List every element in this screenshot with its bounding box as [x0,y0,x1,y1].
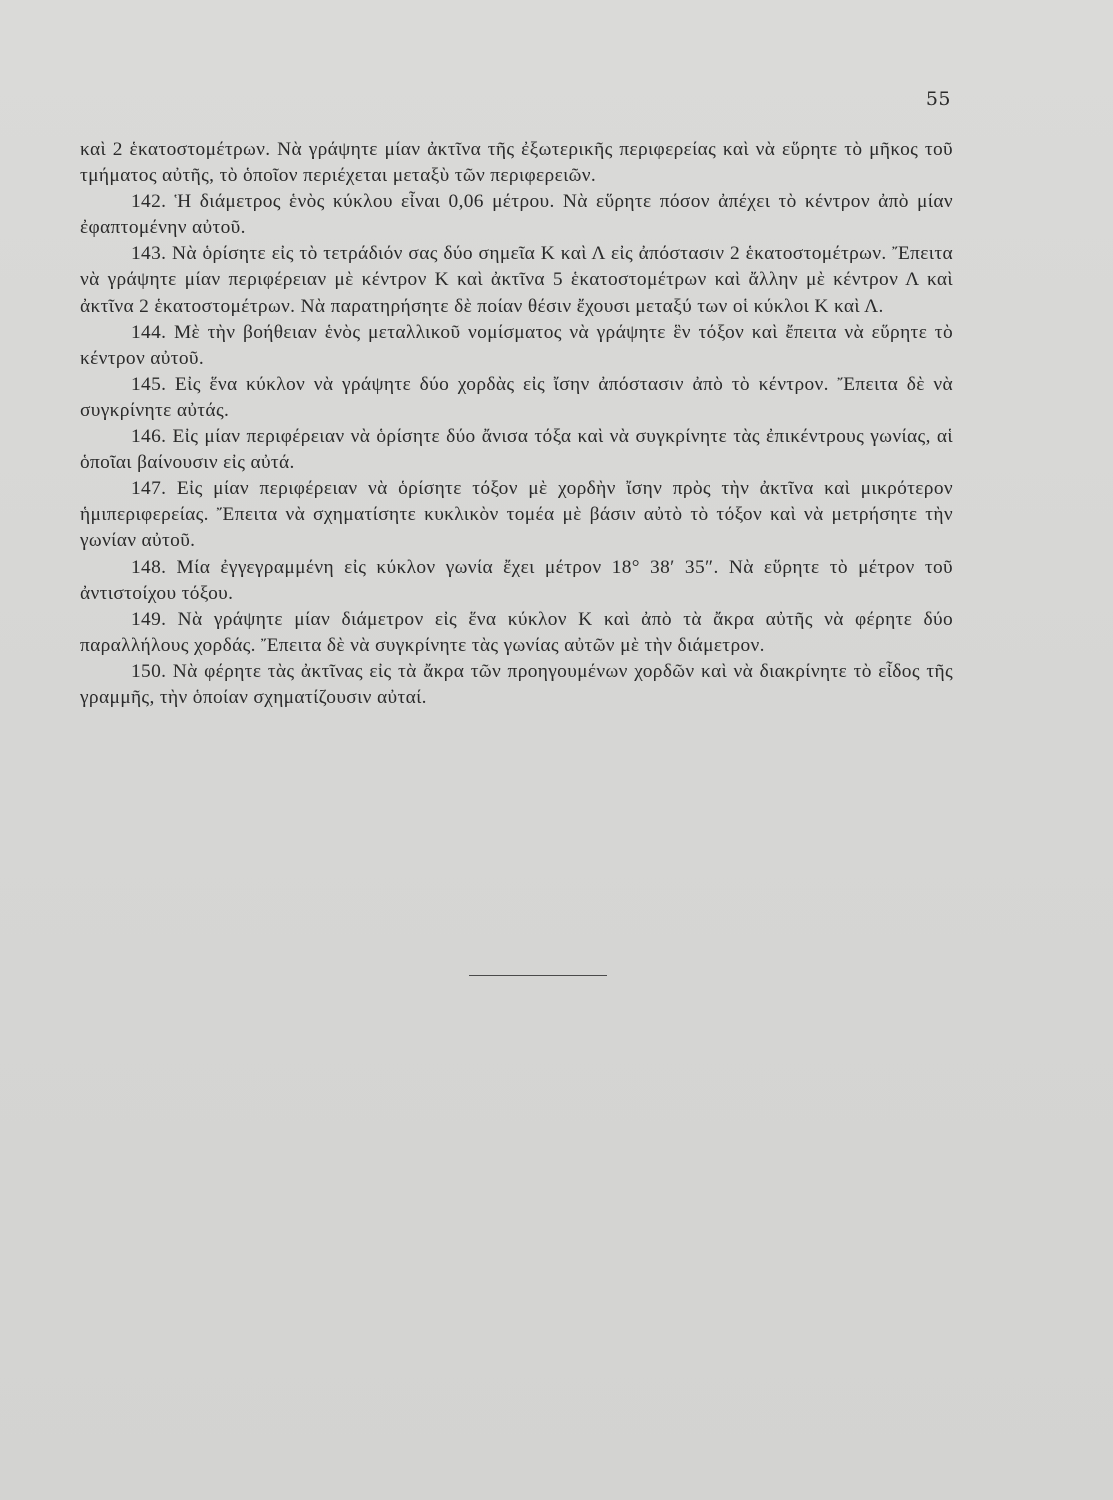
exercise-147: 147. Εἰς μίαν περιφέρειαν νὰ ὁρίσητε τόξον μὲ χορδὴν ἴσην πρὸς τὴν ἀκτῖνα καὶ μικρότερον ἡμιπεριφερείας. Ἔπειτα νὰ σχηματίσητε κυκλικὸν τομέα μὲ βάσιν αὐτὸ τὸ τόξον καὶ νὰ μετρήσητε τὴν γωνίαν αὐτοῦ. [80,478,953,552]
paragraph-continuation: καὶ 2 ἑκατοστομέτρων. Νὰ γράψητε μίαν ἀκτῖνα τῆς ἐξωτερικῆς περιφερείας καὶ νὰ εὕρητε τὸ μῆκος τοῦ τμήματος αὐτῆς, τὸ ὁποῖον περιέχεται μεταξὺ τῶν περιφερειῶν. [80,139,953,187]
exercise-text-block [80,137,953,711]
exercise-146: 146. Εἰς μίαν περιφέρειαν νὰ ὁρίσητε δύο ἄνισα τόξα καὶ νὰ συγκρίνητε τὰς ἐπικέντρους γωνίας, αἱ ὁποῖαι βαίνουσιν εἰς αὐτά. [80,426,953,474]
exercise-144: 144. Μὲ τὴν βοήθειαν ἑνὸς μεταλλικοῦ νομίσματος νὰ γράψητε ἓν τόξον καὶ ἔπειτα νὰ εὕρητε τὸ κέντρον αὐτοῦ. [80,321,953,369]
section-end-rule [469,975,607,976]
page-number: 55 [925,88,951,110]
exercise-148: 148. Μία ἐγγεγραμμένη εἰς κύκλον γωνία ἔχει μέτρον 18° 38′ 35″. Νὰ εὕρητε τὸ μέτρον τοῦ ἀντιστοίχου τόξου. [80,556,953,604]
exercise-150: 150. Νὰ φέρητε τὰς ἀκτῖνας εἰς τὰ ἄκρα τῶν προηγουμένων χορδῶν καὶ νὰ διακρίνητε τὸ εἶδος τῆς γραμμῆς, τὴν ὁποίαν σχηματίζουσιν αὐταί. [80,660,953,708]
exercise-142: 142. Ἡ διάμετρος ἑνὸς κύκλου εἶναι 0,06 μέτρου. Νὰ εὕρητε πόσον ἀπέχει τὸ κέντρον ἀπὸ μίαν ἐφαπτομένην αὐτοῦ. [80,191,953,239]
exercise-149: 149. Νὰ γράψητε μίαν διάμετρον εἰς ἕνα κύκλον Κ καὶ ἀπὸ τὰ ἄκρα αὐτῆς νὰ φέρητε δύο παραλλήλους χορδάς. Ἔπειτα δὲ νὰ συγκρίνητε τὰς γωνίας αὐτῶν μὲ τὴν διάμετρον. [80,608,953,656]
exercise-145: 145. Εἰς ἕνα κύκλον νὰ γράψητε δύο χορδὰς εἰς ἴσην ἀπόστασιν ἀπὸ τὸ κέντρον. Ἔπειτα δὲ νὰ συγκρίνητε αὐτάς. [80,373,953,421]
exercise-143: 143. Νὰ ὁρίσητε εἰς τὸ τετράδιόν σας δύο σημεῖα Κ καὶ Λ εἰς ἀπόστασιν 2 ἑκατοστομέτρων. Ἔπειτα νὰ γράψητε μίαν περιφέρειαν μὲ κέντρον Κ καὶ ἀκτῖνα 5 ἑκατοστομέτρων καὶ ἄλλην μὲ κέντρον Λ καὶ ἀκτῖνα 2 ἑκατοστομέτρων. Νὰ παρατηρήσητε δὲ ποίαν θέσιν ἔχουσι μεταξύ των οἱ κύκλοι Κ καὶ Λ. [80,243,953,317]
